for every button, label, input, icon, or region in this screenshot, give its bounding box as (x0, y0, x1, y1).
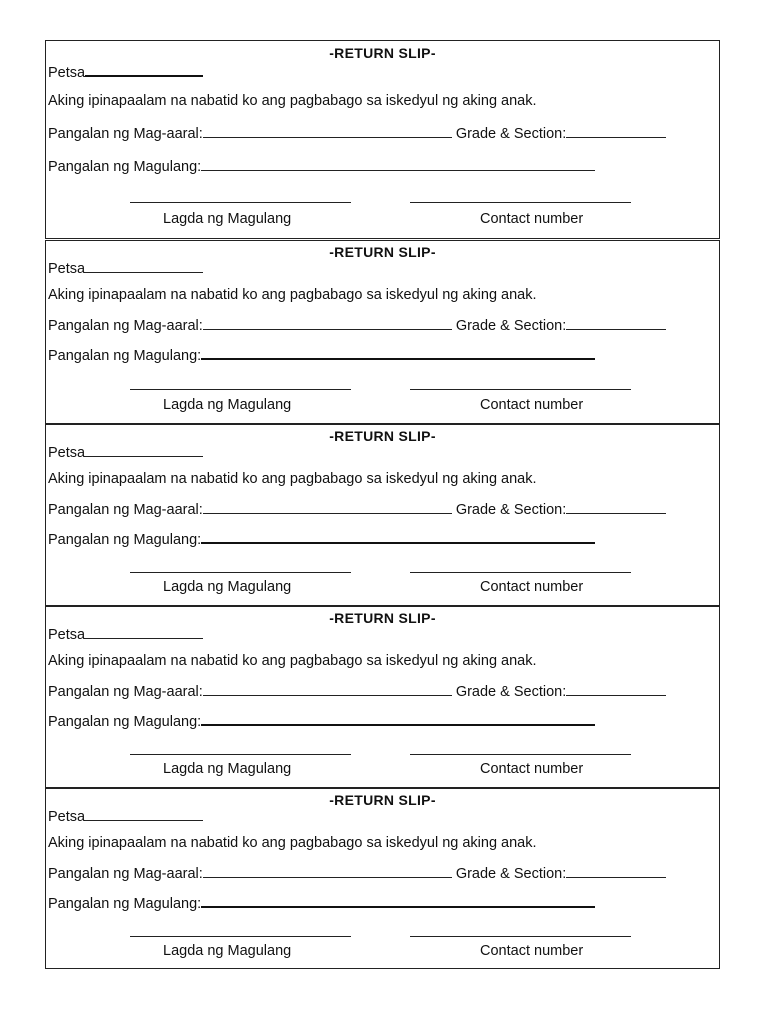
grade-section-field[interactable] (566, 124, 666, 138)
parent-name-field[interactable] (201, 711, 595, 726)
petsa-label: Petsa (48, 627, 86, 643)
grade-section-label: Grade & Section: (455, 318, 567, 334)
student-name-field[interactable] (203, 864, 452, 878)
grade-section-field[interactable] (566, 864, 666, 878)
parent-row (48, 893, 595, 912)
signature-label: Lagda ng Magulang (163, 579, 292, 595)
return-slip (45, 240, 720, 424)
petsa-row (48, 443, 203, 461)
parent-name-field[interactable] (201, 345, 595, 360)
parent-name-field[interactable] (201, 529, 595, 544)
contact-line[interactable] (410, 936, 631, 937)
slip-title: -RETURN SLIP- (329, 792, 436, 808)
parent-row (48, 345, 595, 364)
parent-name-label: Pangalan ng Magulang: (48, 532, 202, 548)
petsa-field[interactable] (85, 807, 203, 821)
parent-name-field[interactable] (201, 893, 595, 908)
parent-name-label: Pangalan ng Magulang: (48, 714, 202, 730)
parent-name-label: Pangalan ng Magulang: (48, 896, 202, 912)
petsa-label: Petsa (48, 809, 86, 825)
return-slip (45, 606, 720, 788)
petsa-field[interactable] (85, 443, 203, 457)
petsa-field[interactable] (85, 62, 203, 77)
student-name-label: Pangalan ng Mag-aaral: (48, 866, 203, 882)
student-name-label: Pangalan ng Mag-aaral: (48, 502, 203, 518)
contact-line[interactable] (410, 572, 631, 573)
statement-text: Aking ipinapaalam na nabatid ko ang pagbabago sa iskedyul ng aking anak. (48, 93, 537, 109)
signature-line[interactable] (130, 389, 351, 390)
statement-text: Aking ipinapaalam na nabatid ko ang pagbabago sa iskedyul ng aking anak. (48, 287, 537, 303)
contact-label: Contact number (480, 761, 584, 777)
return-slip (45, 424, 720, 606)
contact-label: Contact number (480, 397, 584, 413)
petsa-row (48, 259, 203, 277)
petsa-label: Petsa (48, 445, 86, 461)
student-row (48, 316, 666, 334)
student-row (48, 864, 666, 882)
petsa-row (48, 62, 203, 81)
return-slip (45, 788, 720, 969)
student-row (48, 500, 666, 518)
slip-title: -RETURN SLIP- (329, 428, 436, 444)
grade-section-label: Grade & Section: (455, 684, 567, 700)
contact-label: Contact number (480, 211, 584, 227)
contact-label: Contact number (480, 579, 584, 595)
student-name-field[interactable] (203, 500, 452, 514)
student-name-field[interactable] (203, 124, 452, 138)
slip-title: -RETURN SLIP- (329, 45, 436, 61)
petsa-row (48, 807, 203, 825)
grade-section-label: Grade & Section: (455, 502, 567, 518)
student-name-field[interactable] (203, 316, 452, 330)
parent-row (48, 157, 595, 175)
student-name-field[interactable] (203, 682, 452, 696)
grade-section-field[interactable] (566, 682, 666, 696)
student-row (48, 682, 666, 700)
petsa-field[interactable] (85, 259, 203, 273)
parent-name-label: Pangalan ng Magulang: (48, 159, 202, 175)
contact-line[interactable] (410, 389, 631, 390)
signature-line[interactable] (130, 572, 351, 573)
petsa-field[interactable] (85, 625, 203, 639)
signature-label: Lagda ng Magulang (163, 761, 292, 777)
signature-label: Lagda ng Magulang (163, 211, 292, 227)
contact-line[interactable] (410, 754, 631, 755)
parent-row (48, 529, 595, 548)
petsa-label: Petsa (48, 65, 86, 81)
parent-name-label: Pangalan ng Magulang: (48, 348, 202, 364)
grade-section-label: Grade & Section: (455, 866, 567, 882)
statement-text: Aking ipinapaalam na nabatid ko ang pagbabago sa iskedyul ng aking anak. (48, 653, 537, 669)
contact-label: Contact number (480, 943, 584, 959)
petsa-label: Petsa (48, 261, 86, 277)
student-name-label: Pangalan ng Mag-aaral: (48, 126, 203, 142)
signature-line[interactable] (130, 936, 351, 937)
statement-text: Aking ipinapaalam na nabatid ko ang pagbabago sa iskedyul ng aking anak. (48, 835, 537, 851)
signature-label: Lagda ng Magulang (163, 397, 292, 413)
return-slip (45, 40, 720, 239)
student-name-label: Pangalan ng Mag-aaral: (48, 318, 203, 334)
grade-section-label: Grade & Section: (455, 126, 567, 142)
student-row (48, 124, 666, 142)
signature-line[interactable] (130, 754, 351, 755)
slip-title: -RETURN SLIP- (329, 244, 436, 260)
petsa-row (48, 625, 203, 643)
slip-title: -RETURN SLIP- (329, 610, 436, 626)
grade-section-field[interactable] (566, 316, 666, 330)
parent-row (48, 711, 595, 730)
signature-line[interactable] (130, 202, 351, 203)
signature-label: Lagda ng Magulang (163, 943, 292, 959)
student-name-label: Pangalan ng Mag-aaral: (48, 684, 203, 700)
contact-line[interactable] (410, 202, 631, 203)
statement-text: Aking ipinapaalam na nabatid ko ang pagbabago sa iskedyul ng aking anak. (48, 471, 537, 487)
parent-name-field[interactable] (201, 157, 595, 171)
grade-section-field[interactable] (566, 500, 666, 514)
